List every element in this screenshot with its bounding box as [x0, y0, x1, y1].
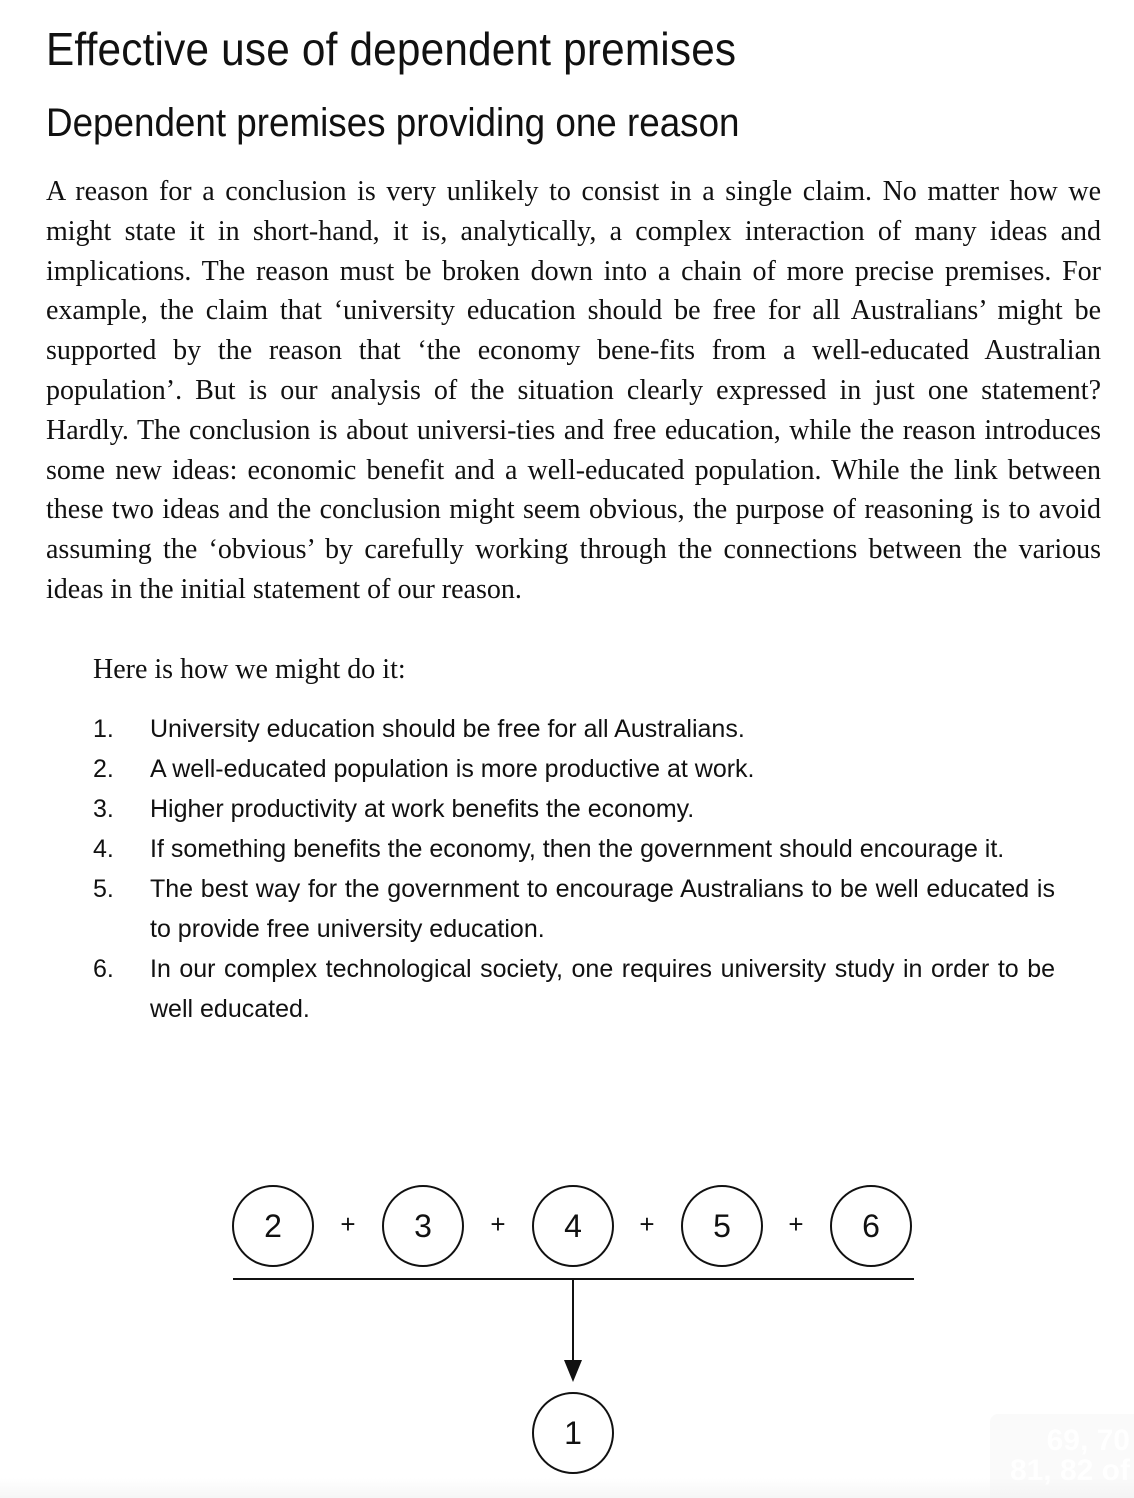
premise-text: If something benefits the economy, then the government should encourage it.: [150, 835, 1005, 863]
premise-text: A well-educated population is more productive at work.: [150, 755, 755, 783]
plus-sign: +: [340, 1209, 356, 1239]
premise-number: 3.: [93, 795, 114, 823]
premise-text: The best way for the government to encourage Australians to be well educated is to provide free university education.: [150, 875, 1055, 943]
premise-node-6: 6: [830, 1185, 912, 1267]
premise-item-6: [93, 949, 1055, 1029]
premise-item-5: [93, 869, 1055, 949]
body-paragraph: A reason for a conclusion is very unlikely to consist in a single claim. No matter how we might state it in short-hand, it is, analytically, a complex interaction of many ideas and implications. The reason must be broken down into a chain of more precise premises. For example, the claim that ‘university education should be free for all Australians’ might be supported by the reason that ‘the economy bene-fits from a well-educated Australian population’. But is our analysis of the situation clearly expressed in just one statement? Hardly. The conclusion is about universi-ties and free education, while the reason introduces some new ideas: economic benefit and a well-educated population. While the link between these two ideas and the conclusion might seem obvious, the purpose of reasoning is to avoid assuming the ‘obvious’ by carefully working through the connections between the various ideas in the initial statement of our reason.: [46, 176, 1101, 605]
premise-number: 2.: [93, 755, 114, 783]
plus-sign: +: [490, 1209, 506, 1239]
premise-item-1: [93, 709, 1055, 749]
premise-text: Higher productivity at work benefits the economy.: [150, 795, 695, 823]
lead-in-text: Here is how we might do it:: [93, 654, 406, 685]
plus-sign: +: [639, 1209, 655, 1239]
inference-arrow-shaft: [572, 1280, 574, 1364]
arrow-down-icon: [564, 1360, 582, 1382]
premise-node-2: 2: [232, 1185, 314, 1267]
premise-list: [93, 709, 1055, 1029]
premise-node-3: 3: [382, 1185, 464, 1267]
premise-node-5: 5: [681, 1185, 763, 1267]
conclusion-node-1: 1: [532, 1392, 614, 1474]
page-bottom-edge: [0, 1478, 1134, 1498]
premise-node-4: 4: [532, 1185, 614, 1267]
premise-item-2: [93, 749, 1055, 789]
plus-sign: +: [788, 1209, 804, 1239]
page-indicator-line1: 69, 70: [1046, 1424, 1130, 1457]
section-heading: Effective use of dependent premises: [46, 23, 737, 75]
page-indicator-overlay: [990, 1414, 1134, 1498]
premise-text: University education should be free for all Australians.: [150, 715, 745, 743]
page-indicator-line2: 81, 82 of: [1009, 1454, 1130, 1487]
premise-text: In our complex technological society, one requires university study in order to be well educated.: [150, 955, 1055, 1023]
premise-number: 6.: [93, 955, 114, 983]
premise-item-4: [93, 829, 1055, 869]
subsection-heading: Dependent premises providing one reason: [46, 101, 740, 145]
premise-number: 4.: [93, 835, 114, 863]
premise-number: 5.: [93, 875, 114, 903]
premise-item-3: [93, 789, 1055, 829]
premise-number: 1.: [93, 715, 114, 743]
dependent-premise-bar: [233, 1278, 914, 1280]
